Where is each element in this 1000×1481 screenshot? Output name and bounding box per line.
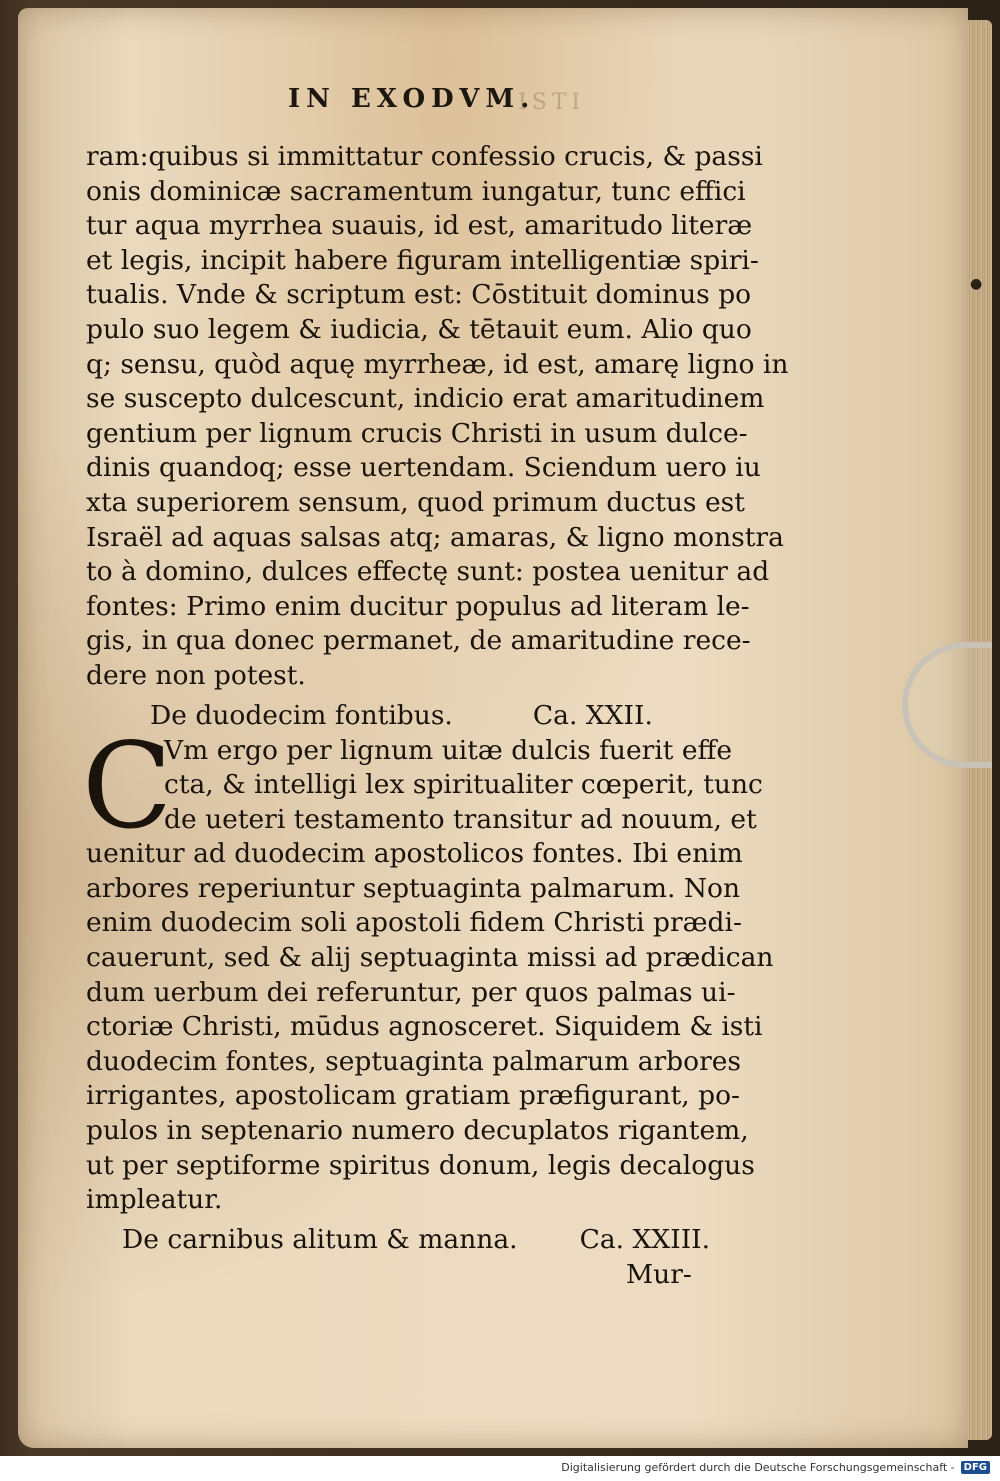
- chapter-22-title: De duodecim fontibus.: [150, 699, 453, 731]
- dfg-logo: DFG: [961, 1461, 990, 1474]
- running-head: IN EXODVM.: [288, 84, 536, 114]
- text-line: to à domino, dulces effectę sunt: postea uenitur ad: [86, 556, 770, 588]
- chapter-23-number: Ca. XXIII.: [579, 1224, 711, 1256]
- text-line: dere non potest.: [86, 659, 306, 691]
- text-line: uenitur ad duodecim apostolicos fontes. Ibi enim: [86, 838, 743, 870]
- text-line: tur aqua myrrhea suauis, id est, amaritudo literæ: [86, 210, 753, 242]
- text-line: irrigantes, apostolicam gratiam præfigurant, po-: [86, 1080, 741, 1112]
- text-line: pulo suo legem & iudicia, & tētauit eum. Alio quo: [86, 313, 752, 345]
- text-line: xta superiorem sensum, quod primum ductus est: [86, 486, 745, 518]
- text-line: de ueteri testamento transitur ad nouum, et: [164, 803, 757, 835]
- text-line: et legis, incipit habere figuram intelligentiæ spiri-: [86, 244, 759, 276]
- chapter-23-heading: [86, 1218, 746, 1258]
- text-line: cauerunt, sed & alij septuaginta missi ad prædican: [86, 942, 774, 974]
- margin-mark: ●: [970, 276, 983, 292]
- text-line: gentium per lignum crucis Christi in usum dulce-: [86, 417, 748, 449]
- text-line: enim duodecim soli apostoli fidem Christi prædi-: [86, 907, 742, 939]
- chapter-22-body: [82, 716, 774, 1218]
- show-through-text: ISTI: [518, 90, 586, 115]
- paragraph-2: [86, 734, 774, 1218]
- text-line: ut per septiforme spiritus donum, legis decalogus: [86, 1149, 755, 1181]
- text-line: duodecim fontes, septuaginta palmarum arbores: [86, 1045, 742, 1077]
- body-text: [82, 140, 789, 1292]
- drop-capital: C: [82, 716, 173, 855]
- text-line: ctoriæ Christi, mūdus agnosceret. Siquidem & isti: [86, 1011, 763, 1043]
- text-line: se suscepto dulcescunt, indicio erat amaritudinem: [86, 383, 765, 415]
- footer-credit: [561, 1461, 990, 1474]
- chapter-22-number: Ca. XXII.: [532, 699, 653, 731]
- text-line: dinis quandoq; esse uertendam. Sciendum uero iu: [86, 452, 761, 484]
- text-line: arbores reperiuntur septuaginta palmarum. Non: [86, 872, 741, 904]
- chapter-22-heading: [86, 694, 746, 734]
- catchword: Mur-: [626, 1258, 692, 1290]
- text-line: Vm ergo per lignum uitæ dulcis fuerit effe: [164, 734, 733, 766]
- book-page: [18, 8, 983, 1448]
- paragraph-1: [86, 140, 789, 694]
- text-line: pulos in septenario numero decuplatos rigantem,: [86, 1115, 749, 1147]
- text-line: impleatur.: [86, 1184, 223, 1216]
- footer-credit-text: Digitalisierung gefördert durch die Deutsche Forschungsgemeinschaft -: [561, 1461, 955, 1474]
- chapter-23-title: De carnibus alitum & manna.: [122, 1224, 518, 1256]
- text-line: gis, in qua donec permanet, de amaritudine rece-: [86, 625, 751, 657]
- text-line: q; sensu, quòd aquę myrrheæ, id est, amarę ligno in: [86, 348, 789, 380]
- text-line: dum uerbum dei referuntur, per quos palmas ui-: [86, 976, 736, 1008]
- text-line: fontes: Primo enim ducitur populus ad literam le-: [86, 590, 750, 622]
- text-line: ram:quibus si immittatur confessio crucis, & passi: [86, 141, 763, 172]
- text-line: cta, & intelligi lex spiritualiter cœperit, tunc: [164, 769, 763, 801]
- text-line: Israël ad aquas salsas atq; amaras, & ligno monstra: [86, 521, 784, 553]
- text-line: onis dominicæ sacramentum iungatur, tunc effici: [86, 175, 746, 207]
- text-line: tualis. Vnde & scriptum est: Cōstituit dominus po: [86, 279, 752, 311]
